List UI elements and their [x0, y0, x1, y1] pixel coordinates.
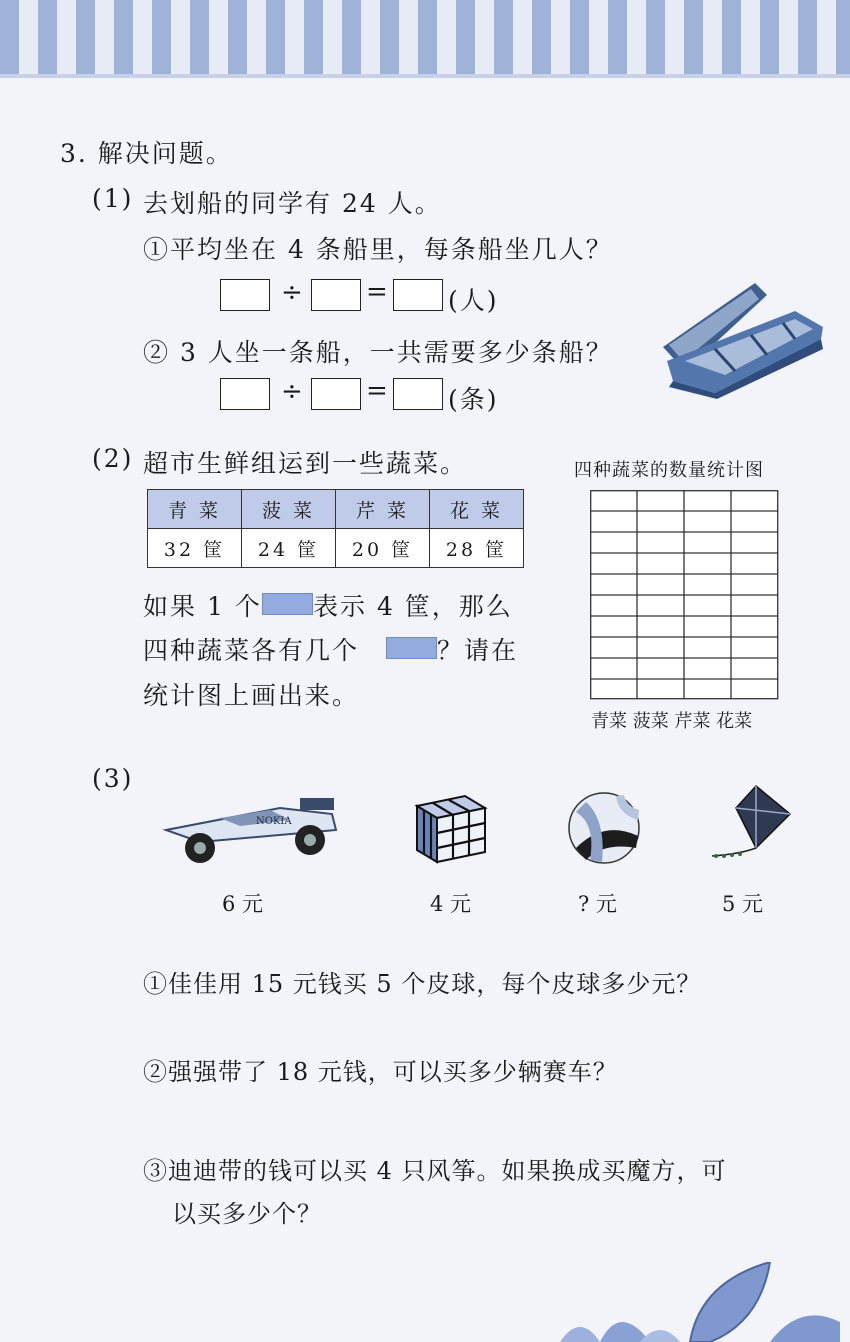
table-value-cell: 32 筐: [148, 529, 242, 568]
race-car-icon: [160, 790, 340, 868]
chart-x-labels: 青菜 菠菜 芹菜 花菜: [591, 711, 753, 732]
table-header-cell: 青 菜: [148, 490, 242, 529]
equals-sign: =: [366, 277, 388, 307]
answer-box[interactable]: [220, 279, 270, 311]
unit-people: (人): [448, 286, 499, 315]
part2-text-line2b: ？请在: [437, 636, 519, 665]
ball-price: ? 元: [578, 892, 617, 916]
ball-icon: [566, 790, 642, 866]
table-header-cell: 芹 菜: [336, 490, 430, 529]
answer-box[interactable]: [393, 378, 443, 410]
section-title: 3. 解决问题。: [60, 139, 233, 168]
empty-chart-grid[interactable]: [590, 490, 780, 702]
part2-label: (2): [92, 444, 134, 473]
table-value-cell: 28 筐: [430, 529, 524, 568]
table-value-cell: 20 筐: [336, 529, 430, 568]
part3-question3-line2: 以买多少个？: [172, 1200, 322, 1228]
decorative-leaves: [540, 1262, 850, 1342]
answer-box[interactable]: [311, 378, 361, 410]
answer-box[interactable]: [311, 279, 361, 311]
part2-text-line2a: 四种蔬菜各有几个: [143, 636, 360, 665]
legend-swatch: [262, 593, 313, 615]
part2-text-line3: 统计图上画出来。: [143, 681, 360, 710]
table-header-cell: 花 菜: [430, 490, 524, 529]
part1-question1: ①平均坐在 4 条船里，每条船坐几人？: [143, 235, 613, 264]
table-value-cell: 24 筐: [242, 529, 336, 568]
unit-boats: (条): [448, 385, 499, 414]
part1-intro: 去划船的同学有 24 人。: [143, 189, 442, 218]
kite-price: 5 元: [722, 892, 764, 916]
part1-question2: ② 3 人坐一条船，一共需要多少条船？: [143, 338, 613, 367]
divide-sign: ÷: [281, 278, 303, 308]
part2-text-line1a: 如果 1 个: [143, 592, 262, 621]
cube-price: 4 元: [430, 892, 472, 916]
kite-icon: [706, 784, 796, 866]
boats-illustration: [655, 275, 830, 400]
part1-label: (1): [92, 184, 134, 213]
equals-sign: =: [366, 376, 388, 406]
decorative-header-stripes: [0, 0, 850, 74]
table-header-cell: 菠 菜: [242, 490, 336, 529]
chart-title: 四种蔬菜的数量统计图: [574, 460, 764, 481]
car-brand-text: NOKIA: [256, 816, 292, 827]
legend-swatch: [386, 637, 437, 659]
rubiks-cube-icon: [413, 790, 489, 866]
part3-question1: ①佳佳用 15 元钱买 5 个皮球，每个皮球多少元？: [143, 970, 702, 998]
vegetable-table: [147, 489, 524, 568]
answer-box[interactable]: [393, 279, 443, 311]
answer-box[interactable]: [220, 378, 270, 410]
part3-question3-line1: ③迪迪带的钱可以买 4 只风筝。如果换成买魔方，可: [143, 1157, 727, 1185]
part2-intro: 超市生鲜组运到一些蔬菜。: [143, 449, 468, 478]
divide-sign: ÷: [281, 377, 303, 407]
part3-label: (3): [92, 764, 134, 793]
part3-question2: ②强强带了 18 元钱，可以买多少辆赛车？: [143, 1058, 618, 1086]
part2-text-line1b: 表示 4 筐，那么: [313, 592, 513, 621]
header-edge: [0, 74, 850, 78]
car-price: 6 元: [222, 892, 264, 916]
